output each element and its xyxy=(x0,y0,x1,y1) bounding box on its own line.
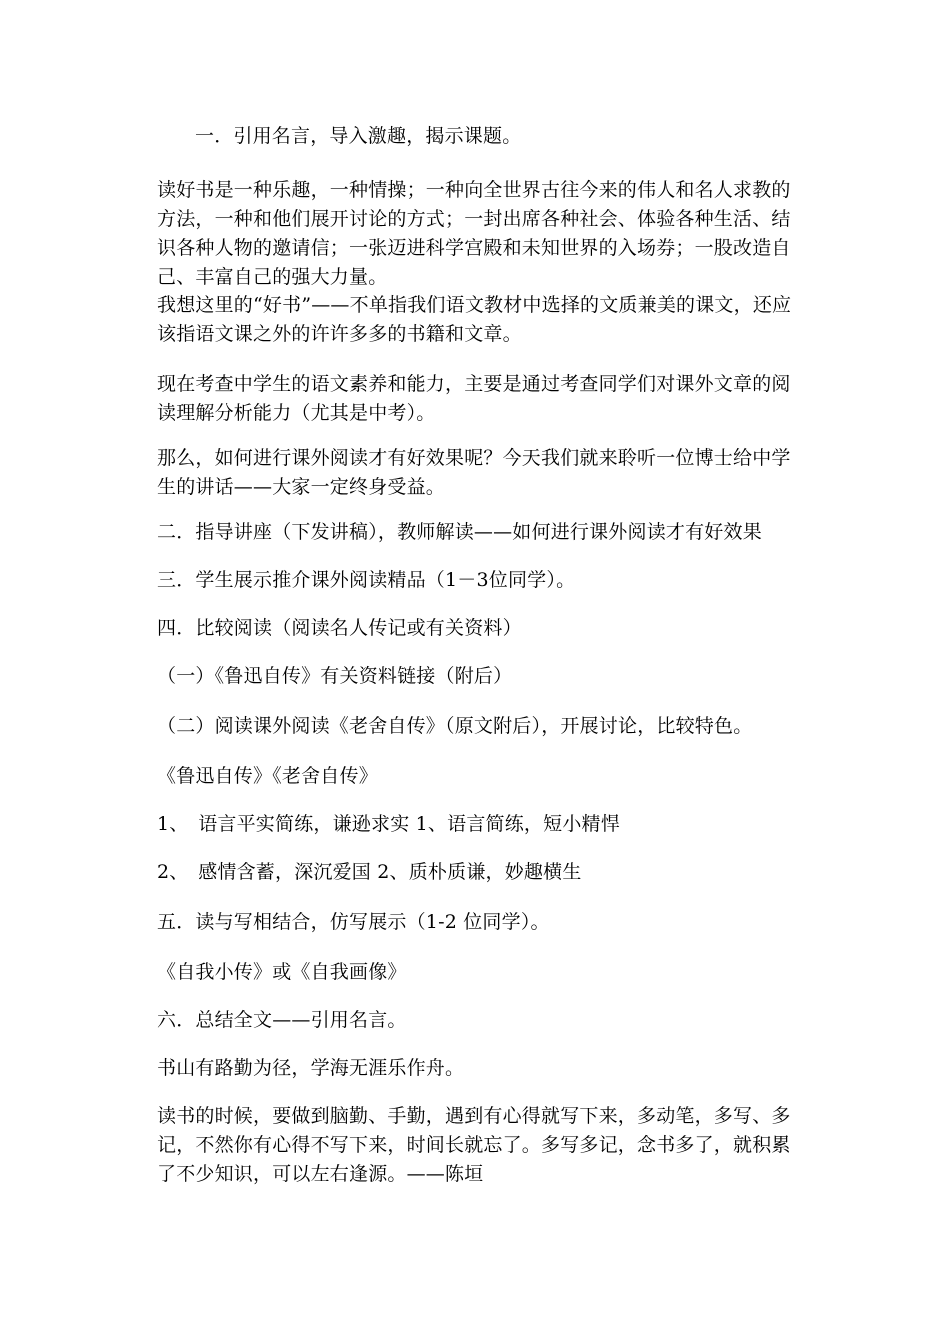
section-heading-1: 一．引用名言，导入激趣，揭示课题。 xyxy=(195,125,522,147)
paragraph-good-books: 我想这里的“好书”——不单指我们语文教材中选择的文质兼美的课文，还应该指语文课之外的许许多多的书籍和文章。 xyxy=(157,294,792,345)
subsection-1: （一）《鲁迅自传》有关资料链接（附后） xyxy=(157,665,513,687)
section-heading-5: 五．读与写相结合，仿写展示（1-2 位同学）。 xyxy=(157,911,550,933)
quote-2: 读书的时候，要做到脑勤、手勤，遇到有心得就写下来，多动笔，多写、多记，不然你有心得不写下来，时间长就忘了。多写多记，念书多了，就积累了不少知识，可以左右逢源。——陈垣 xyxy=(157,1105,791,1185)
writing-topics: 《自我小传》或《自我画像》 xyxy=(157,961,407,983)
paragraph-exam-focus: 现在考查中学生的语文素养和能力，主要是通过考查同学们对课外文章的阅读理解分析能力（尤其是中考）。 xyxy=(157,373,791,424)
section-heading-3: 三．学生展示推介课外阅读精品（1－3位同学）。 xyxy=(157,569,576,591)
paragraph-reading-benefits: 读好书是一种乐趣，一种情操；一种向全世界古往今来的伟人和名人求教的方法，一种和他们展开讨论的方式；一封出席各种社会、体验各种生活、结识各种人物的邀请信；一张迈进科学宫殿和未知世界的入场券；一股改造自己、丰富自己的强大力量。 xyxy=(157,179,791,288)
paragraph-lecture-intro: 那么，如何进行课外阅读才有好效果呢？今天我们就来聆听一位博士给中学生的讲话——大家一定终身受益。 xyxy=(157,447,791,498)
comparison-titles: 《鲁迅自传》《老舍自传》 xyxy=(157,765,378,787)
comparison-row-1: 1、 语言平实简练，谦逊求实 1、语言简练，短小精悍 xyxy=(157,813,620,835)
subsection-2: （二）阅读课外阅读《老舍自传》（原文附后），开展讨论，比较特色。 xyxy=(157,715,753,737)
quote-1: 书山有路勤为径，学海无涯乐作舟。 xyxy=(157,1057,465,1079)
section-heading-2: 二．指导讲座（下发讲稿），教师解读——如何进行课外阅读才有好效果 xyxy=(157,521,762,543)
section-heading-6: 六．总结全文——引用名言。 xyxy=(157,1009,407,1031)
comparison-row-2: 2、 感情含蓄，深沉爱国 2、质朴质谦，妙趣横生 xyxy=(157,861,582,883)
section-heading-4: 四．比较阅读（阅读名人传记或有关资料） xyxy=(157,617,522,639)
